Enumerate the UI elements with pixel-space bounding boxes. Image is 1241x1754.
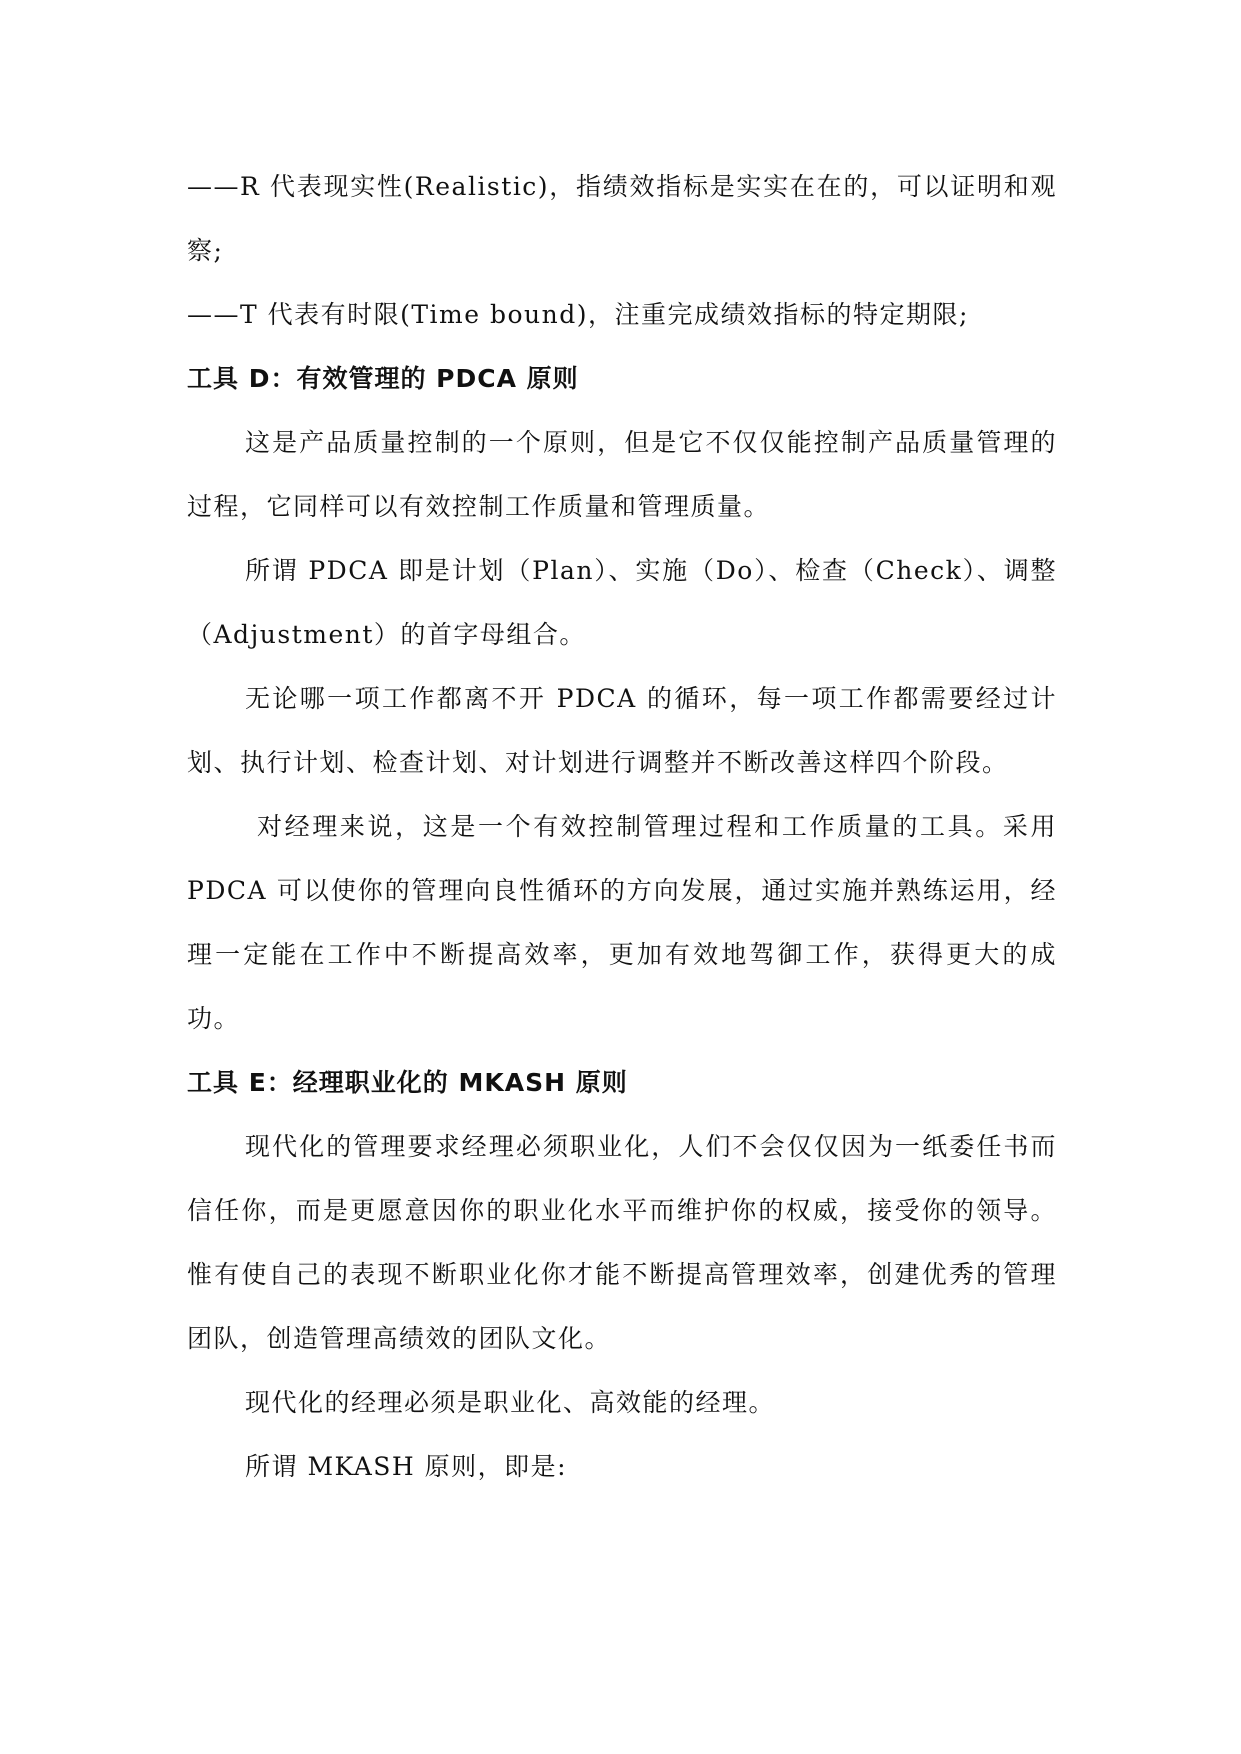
section-d-paragraph-4: 对经理来说，这是一个有效控制管理过程和工作质量的工具。采用 PDCA 可以使你的管理向良性循环的方向发展，通过实施并熟练运用，经理一定能在工作中不断提高效率，更加有效地驾御工作，获得更大的成功。 — [187, 812, 1057, 1033]
section-e-heading: 工具 E：经理职业化的 MKASH 原则 — [187, 1068, 628, 1097]
time-bound-definition: ——T 代表有时限(Time bound)，注重完成绩效指标的特定期限; — [187, 300, 969, 329]
section-d-paragraph-3: 无论哪一项工作都离不开 PDCA 的循环，每一项工作都需要经过计划、执行计划、检查计划、对计划进行调整并不断改善这样四个阶段。 — [187, 684, 1057, 777]
page-content — [187, 155, 1057, 1499]
section-d-paragraph-2: 所谓 PDCA 即是计划（Plan）、实施（Do）、检查（Check）、调整（Adjustment）的首字母组合。 — [187, 556, 1057, 649]
section-e-paragraph-1: 现代化的管理要求经理必须职业化，人们不会仅仅因为一纸委任书而信任你，而是更愿意因你的职业化水平而维护你的权威，接受你的领导。惟有使自己的表现不断职业化你才能不断提高管理效率，创建优秀的管理团队，创造管理高绩效的团队文化。 — [187, 1132, 1057, 1353]
section-e-paragraph-2: 现代化的经理必须是职业化、高效能的经理。 — [245, 1388, 776, 1417]
realistic-definition: ——R 代表现实性(Realistic)，指绩效指标是实实在在的，可以证明和观察; — [187, 172, 1057, 265]
section-d-heading: 工具 D：有效管理的 PDCA 原则 — [187, 364, 579, 393]
section-e-paragraph-3: 所谓 MKASH 原则，即是: — [245, 1452, 568, 1481]
section-d-paragraph-1: 这是产品质量控制的一个原则，但是它不仅仅能控制产品质量管理的过程，它同样可以有效控制工作质量和管理质量。 — [187, 428, 1057, 521]
